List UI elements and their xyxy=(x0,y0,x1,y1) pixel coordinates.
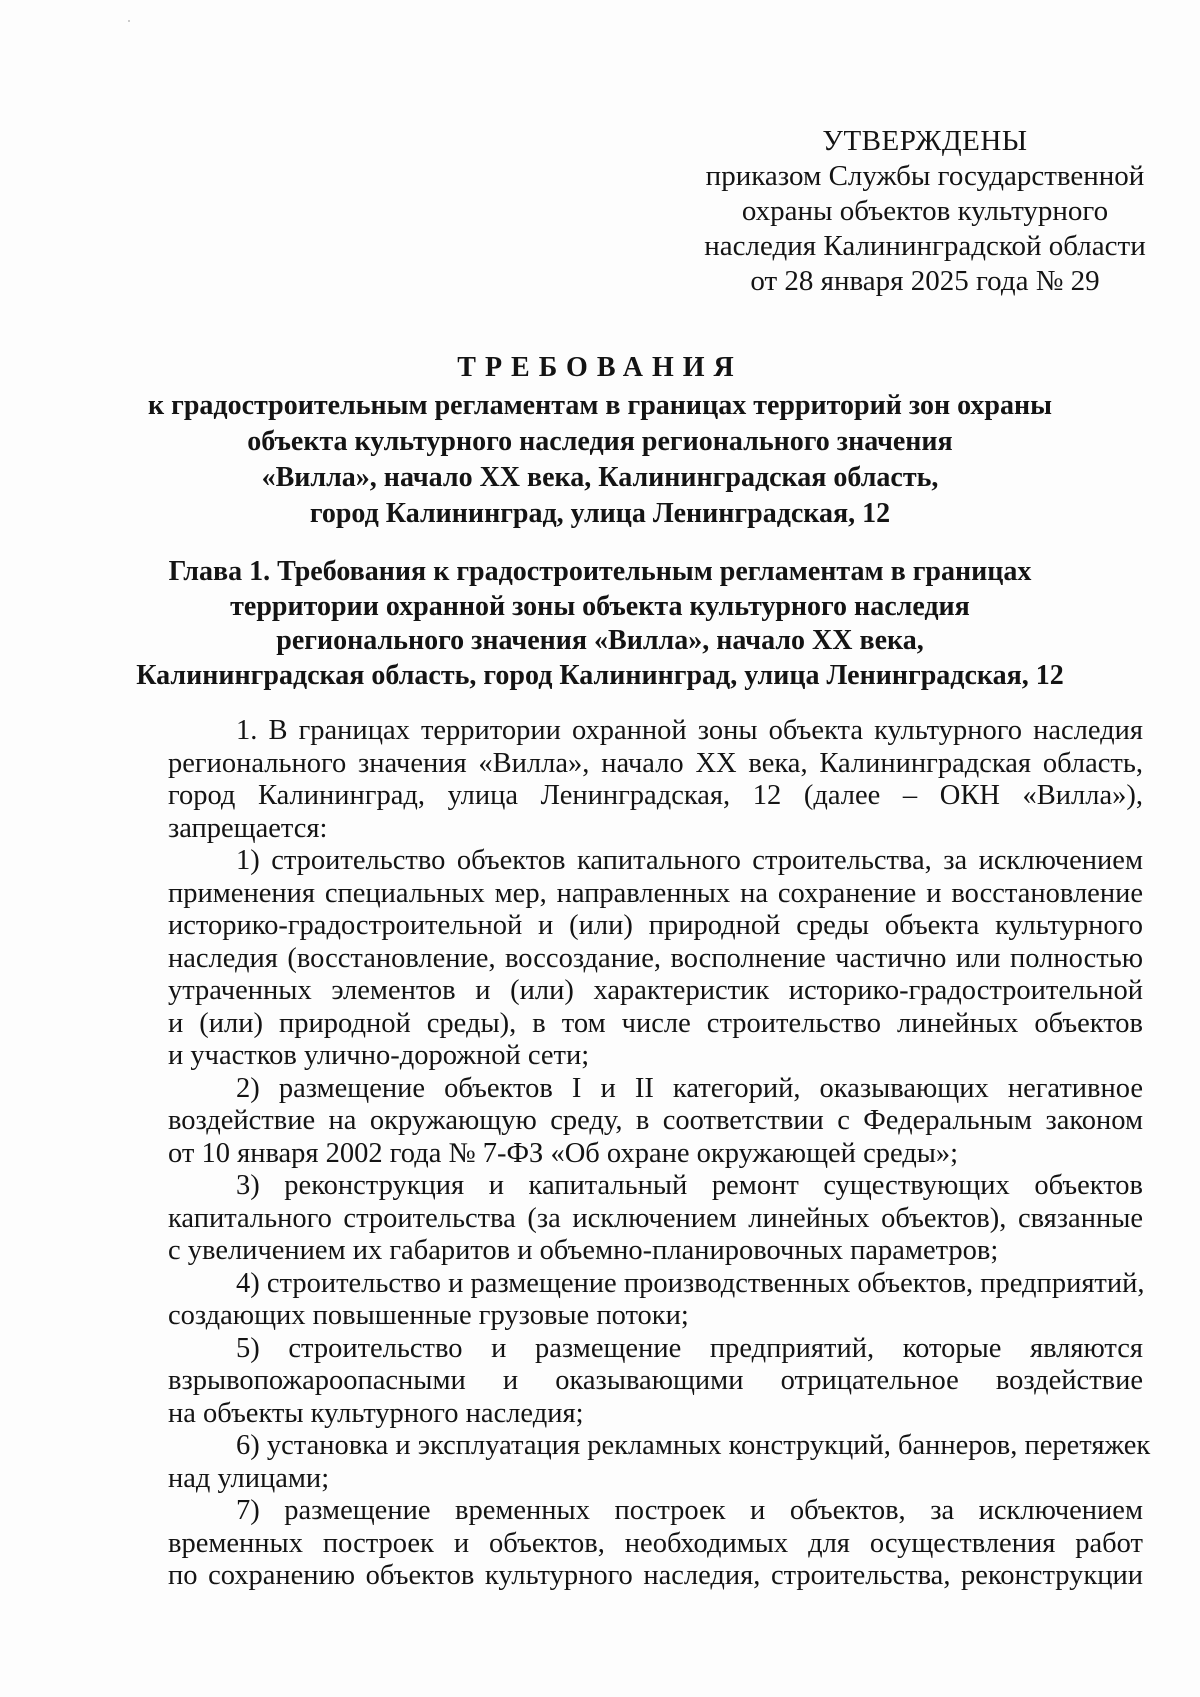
list-item-line: от 10 января 2002 года № 7-ФЗ «Об охране окружающей среды»; xyxy=(168,1137,959,1169)
list-item-line: историко-градостроительной и (или) природной среды объекта культурного xyxy=(168,910,1143,941)
approval-line: охраны объектов культурного xyxy=(741,195,1109,227)
list-item-line: 5) строительство и размещение предприятий, которые являются xyxy=(236,1332,1143,1364)
title-line: город Калининград, улица Ленинградская, 12 xyxy=(309,498,891,529)
list-item-line: на объекты культурного наследия; xyxy=(168,1397,584,1429)
scan-speck xyxy=(128,20,130,22)
list-item-line: применения специальных мер, направленных на сохранение и восстановление xyxy=(168,877,1143,909)
list-item-line: воздействие на окружающую среду, в соответствии с Федеральным законом xyxy=(168,1105,1143,1136)
title-word: ТРЕБОВАНИЯ xyxy=(457,352,743,383)
list-item-line: 6) установка и эксплуатация рекламных конструкций, баннеров, перетяжек xyxy=(236,1430,1151,1461)
chapter-heading xyxy=(120,555,1080,693)
approval-line: наследия Калининградской области xyxy=(704,230,1146,262)
paragraph-line: регионального значения «Вилла», начало XX века, Калининградская область, xyxy=(168,747,1143,779)
paragraph-line: город Калининград, улица Ленинградская, 12 (далее – ОКН «Вилла»), xyxy=(168,780,1143,811)
list-item-line: с увеличением их габаритов и объемно-планировочных параметров; xyxy=(168,1235,999,1266)
document-title xyxy=(120,350,1080,532)
approval-heading: УТВЕРЖДЕНЫ xyxy=(822,125,1028,157)
title-line: объекта культурного наследия регионального значения xyxy=(247,426,953,457)
list-item-line: и участков улично-дорожной сети; xyxy=(168,1040,590,1071)
list-item-line: временных построек и объектов, необходимых для осуществления работ xyxy=(168,1527,1143,1559)
list-item-line: и (или) природной среды), в том числе строительство линейных объектов xyxy=(168,1007,1143,1039)
list-item-line: 7) размещение временных построек и объектов, за исключением xyxy=(236,1495,1143,1526)
title-line: к градостроительным регламентам в границах территорий зон охраны xyxy=(148,390,1052,421)
title-line: «Вилла», начало XX века, Калининградская область, xyxy=(261,462,939,493)
list-item-line: создающих повышенные грузовые потоки; xyxy=(168,1300,689,1331)
list-item-line: наследия (восстановление, воссоздание, восполнение частично или полностью xyxy=(168,942,1143,974)
paragraph-line: 1. В границах территории охранной зоны объекта культурного наследия xyxy=(236,715,1143,746)
chapter-line: Глава 1. Требования к градостроительным регламентам в границах xyxy=(168,556,1032,587)
paragraph-line: запрещается: xyxy=(168,812,328,844)
chapter-line: Калининградская область, город Калининград, улица Ленинградская, 12 xyxy=(136,659,1064,691)
list-item-line: по сохранению объектов культурного наследия, строительства, реконструкции xyxy=(168,1560,1143,1591)
approval-line: приказом Службы государственной xyxy=(705,160,1145,192)
approval-line: от 28 января 2025 года № 29 xyxy=(750,265,1100,297)
list-item-line: 1) строительство объектов капитального строительства, за исключением xyxy=(236,845,1143,876)
list-item-line: 3) реконструкция и капитальный ремонт существующих объектов xyxy=(236,1170,1143,1201)
list-item-line: капитального строительства (за исключением линейных объектов), связанные xyxy=(168,1202,1143,1234)
body-text xyxy=(168,715,1151,1593)
list-item-line: 2) размещение объектов I и II категорий, оказывающих негативное xyxy=(236,1072,1143,1104)
chapter-line: регионального значения «Вилла», начало XX века, xyxy=(276,625,924,656)
list-item-line: над улицами; xyxy=(168,1462,330,1494)
list-item-line: 4) строительство и размещение производственных объектов, предприятий, xyxy=(236,1267,1145,1299)
approval-stamp xyxy=(690,124,1160,299)
list-item-line: утраченных элементов и (или) характеристик историко-градостроительной xyxy=(168,975,1143,1006)
list-item-line: взрывопожароопасными и оказывающими отрицательное воздействие xyxy=(168,1365,1143,1396)
chapter-line: территории охранной зоны объекта культурного наследия xyxy=(230,590,970,622)
